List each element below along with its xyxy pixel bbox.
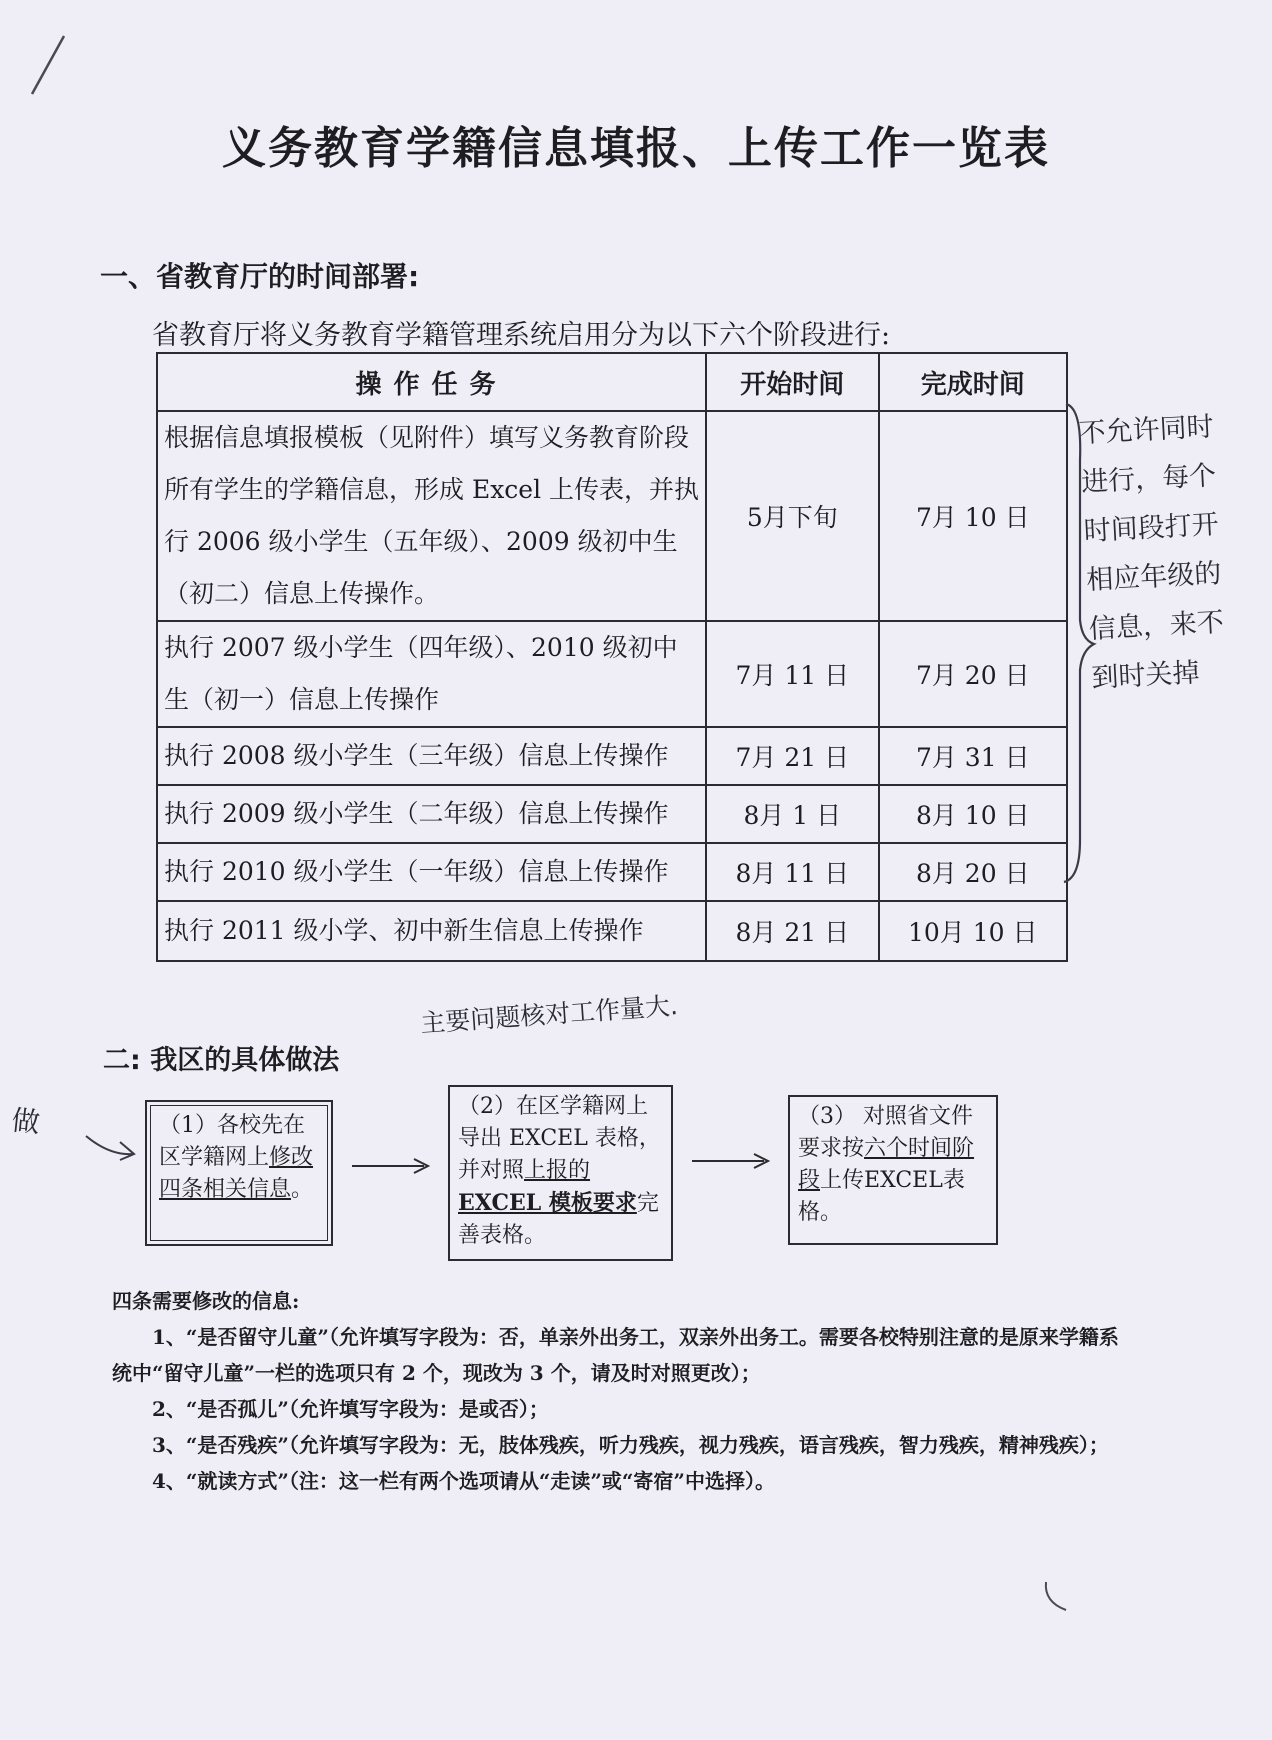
step2-end: 完善表格。 xyxy=(458,1191,659,1248)
handwritten-margin-note: 不允许同时进行，每个时间段打开相应年级的信息，来不到时关掉 xyxy=(1077,411,1225,694)
row-task: 执行 2011 级小学、初中新生信息上传操作 xyxy=(157,901,706,961)
table-row xyxy=(157,621,1067,727)
notes-heading: 四条需要修改的信息: xyxy=(112,1289,300,1313)
step1-underlined: 修改四条相关信息 xyxy=(159,1145,314,1202)
document-title: 义务教育学籍信息填报、上传工作一览表 xyxy=(222,123,1050,174)
row-start: 8月 21 日 xyxy=(706,901,878,961)
flow-step-3 xyxy=(788,1095,998,1245)
note-item: 1、“是否留守儿童”（允许填写字段为：否，单亲外出务工，双亲外出务工。需要各校特别注意的是原来学籍系统中“留守儿童”一栏的选项只有 2 个，现改为 3 个，请及时对照更改）； xyxy=(112,1325,1119,1385)
flow-step-1 xyxy=(145,1100,333,1246)
step1-text: （1）各校先在区学籍网上 xyxy=(159,1113,305,1170)
step3-underlined: 六个时间阶段 xyxy=(798,1136,975,1193)
header-task: 操作任务 xyxy=(157,353,706,411)
table-row xyxy=(157,785,1067,843)
row-task: 执行 2009 级小学生（二年级）信息上传操作 xyxy=(157,785,706,843)
row-task: 根据信息填报模板（见附件）填写义务教育阶段所有学生的学籍信息，形成 Excel 上传表，并执行 2006 级小学生（五年级）、2009 级初中生（初二）信息上传操作。 xyxy=(157,411,706,621)
pen-stroke-mark xyxy=(22,30,82,100)
row-end: 8月 20 日 xyxy=(879,843,1067,901)
step3-end: 上传EXCEL表格。 xyxy=(798,1168,965,1225)
row-task: 执行 2010 级小学生（一年级）信息上传操作 xyxy=(157,843,706,901)
table-row xyxy=(157,843,1067,901)
right-arrow-icon xyxy=(692,1151,772,1171)
right-arrow-icon xyxy=(352,1156,432,1176)
note-item: 2、“是否孤儿”（允许填写字段为：是或否）； xyxy=(152,1397,549,1421)
step3-text: （3） 对照省文件要求按 xyxy=(798,1104,973,1161)
row-start: 8月 11 日 xyxy=(706,843,878,901)
note-item: 4、“就读方式”（注：这一栏有两个选项请从“走读”或“寄宿”中选择）。 xyxy=(152,1469,775,1493)
step2-underlined-bold: EXCEL 模板要求 xyxy=(458,1190,637,1216)
row-task: 执行 2007 级小学生（四年级）、2010 级初中生（初一）信息上传操作 xyxy=(157,621,706,727)
row-end: 8月 10 日 xyxy=(879,785,1067,843)
step1-end: 。 xyxy=(291,1177,314,1202)
header-end: 完成时间 xyxy=(879,353,1067,411)
row-start: 8月 1 日 xyxy=(706,785,878,843)
flow-step-2 xyxy=(448,1085,673,1261)
table-row xyxy=(157,727,1067,785)
section1-intro: 省教育厅将义务教育学籍管理系统启用分为以下六个阶段进行: xyxy=(152,320,891,351)
row-end: 7月 20 日 xyxy=(879,621,1067,727)
section2-heading: 二: 我区的具体做法 xyxy=(103,1045,340,1076)
row-end: 7月 10 日 xyxy=(879,411,1067,621)
handwritten-arrow-icon xyxy=(80,1128,140,1164)
row-start: 7月 21 日 xyxy=(706,727,878,785)
schedule-table xyxy=(156,352,1068,962)
row-start: 7月 11 日 xyxy=(706,621,878,727)
step2-text: （2）在区学籍网上导出 EXCEL 表格，并对照 xyxy=(458,1094,661,1183)
table-row xyxy=(157,411,1067,621)
section1-heading: 一、省教育厅的时间部署: xyxy=(100,260,420,293)
row-end: 7月 31 日 xyxy=(879,727,1067,785)
note-item: 3、“是否残疾”（允许填写字段为：无，肢体残疾，听力残疾，视力残疾，语言残疾，智力残疾，精神残疾）； xyxy=(152,1433,1109,1457)
table-header-row xyxy=(157,353,1067,411)
row-task: 执行 2008 级小学生（三年级）信息上传操作 xyxy=(157,727,706,785)
row-end: 10月 10 日 xyxy=(879,901,1067,961)
row-start: 5月下旬 xyxy=(706,411,878,621)
header-start: 开始时间 xyxy=(706,353,878,411)
table-row xyxy=(157,901,1067,961)
handwritten-left-note: 做 xyxy=(10,1103,42,1140)
step2-underlined: 上报的 xyxy=(524,1158,591,1183)
notes-section xyxy=(112,1283,1132,1499)
pen-stroke-mark xyxy=(1040,1578,1070,1614)
handwritten-note-under-table: 主要问题核对工作量大. xyxy=(419,991,679,1038)
